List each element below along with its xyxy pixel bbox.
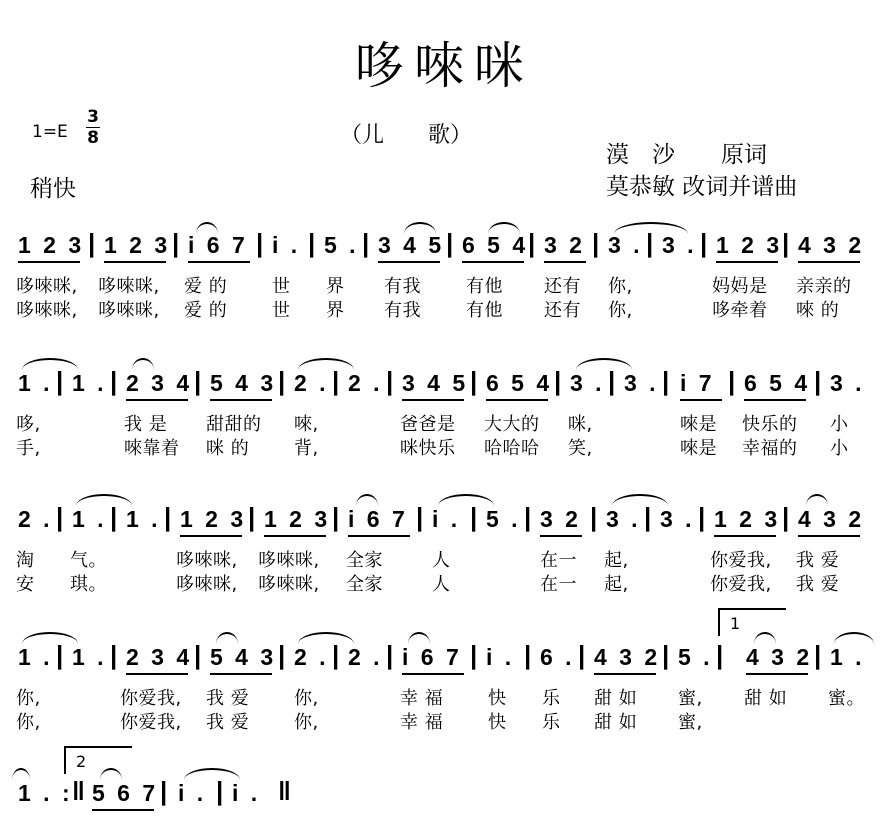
lyric: 大大的 <box>484 414 540 435</box>
measure-note: i . <box>232 780 261 806</box>
measure-note: 2 . <box>348 370 383 396</box>
measure-note: 1 2 3 <box>716 232 783 258</box>
measure-note: 3 . <box>660 506 695 532</box>
barline: | <box>110 640 118 670</box>
slur <box>356 494 378 506</box>
lyric: 你, <box>294 712 319 733</box>
measure-note: 4 3 2 <box>798 506 865 532</box>
measure-note: 5 . <box>678 644 713 670</box>
barline: | <box>56 366 64 396</box>
measure-note: i 6 7 <box>402 644 462 670</box>
underline <box>348 535 410 537</box>
slur <box>834 632 874 644</box>
measure-note: 3 . <box>662 232 697 258</box>
barline: | <box>110 366 118 396</box>
barline: | <box>416 502 424 532</box>
measure-note: 1 . <box>18 644 53 670</box>
slur <box>404 222 436 234</box>
barline: | <box>578 640 586 670</box>
lyric: 亲亲的 <box>796 276 852 297</box>
underline <box>744 399 806 401</box>
lyricist-credit: 漠 沙 原词 <box>606 142 767 168</box>
measure-note: 1 2 3 <box>18 232 85 258</box>
lyric: 背, <box>294 438 319 459</box>
barline: | <box>172 228 180 258</box>
measure-note: 2 . <box>18 506 53 532</box>
lyric: 咪, <box>568 414 593 435</box>
repeat-barline: ‖ <box>72 776 85 806</box>
barline: | <box>164 502 172 532</box>
underline <box>486 399 548 401</box>
first-ending-number: 1 <box>730 614 741 633</box>
slur <box>614 222 688 234</box>
lyric: 哆, <box>16 414 41 435</box>
lyric: 你爱我, <box>120 712 182 733</box>
underline <box>798 535 860 537</box>
lyric: 哆唻咪, <box>176 574 238 595</box>
lyric: 全家 <box>346 550 383 571</box>
lyric: 咪快乐 <box>400 438 456 459</box>
barline: | <box>716 640 724 670</box>
lyric: 你爱我, <box>120 688 182 709</box>
measure-note: i . <box>178 780 207 806</box>
time-signature <box>86 108 100 147</box>
lyric: 界 <box>326 276 345 297</box>
barline: | <box>592 228 600 258</box>
lyric: 全家 <box>346 574 383 595</box>
lyric: 你, <box>16 688 41 709</box>
lyric: 淘 <box>16 550 35 571</box>
barline: | <box>194 366 202 396</box>
lyric: 哆唻咪, <box>258 574 320 595</box>
lyric: 蜜, <box>678 688 703 709</box>
measure-note: 5 4 3 <box>210 370 277 396</box>
lyric: 我 爱 <box>796 574 840 595</box>
lyric: 哈哈哈 <box>484 438 540 459</box>
measure-note: 6 5 4 <box>744 370 811 396</box>
lyric: 哆牵着 <box>712 300 768 321</box>
slur <box>488 222 520 234</box>
lyric: 咪 的 <box>206 438 250 459</box>
lyric: 有他 <box>466 276 503 297</box>
lyric: 甜 如 <box>594 688 638 709</box>
lyric: 安 <box>16 574 35 595</box>
underline <box>462 261 524 263</box>
barline: | <box>386 366 394 396</box>
measure-note: 5 6 7 <box>92 780 159 806</box>
barline: | <box>470 640 478 670</box>
barline: | <box>386 640 394 670</box>
underline <box>540 535 582 537</box>
measure-note: 3 . <box>570 370 605 396</box>
lyric: 有我 <box>384 300 421 321</box>
underline <box>798 261 860 263</box>
barline: | <box>662 366 670 396</box>
barline: | <box>470 366 478 396</box>
underline <box>746 673 808 675</box>
lyric: 哆唻咪, <box>176 550 238 571</box>
lyric: 你, <box>16 712 41 733</box>
time-numerator: 3 <box>87 107 99 127</box>
lyric: 还有 <box>544 276 581 297</box>
measure-note: 1 . <box>72 506 107 532</box>
lyric: 我 爱 <box>796 550 840 571</box>
lyric: 有他 <box>466 300 503 321</box>
barline: | <box>88 228 96 258</box>
lyric: 在一 <box>540 550 577 571</box>
barline: | <box>662 640 670 670</box>
measure-note: 1 . <box>126 506 161 532</box>
lyric: 人 <box>432 574 451 595</box>
barline: | <box>814 366 822 396</box>
measure-note: 6 5 4 <box>486 370 553 396</box>
lyric: 幸 福 <box>400 688 444 709</box>
measure-note: 1 2 3 <box>264 506 331 532</box>
slur <box>612 494 668 506</box>
measure-note: 2 3 4 <box>126 644 193 670</box>
lyric: 我 爱 <box>206 688 250 709</box>
barline: | <box>56 502 64 532</box>
measure-note: 2 . <box>294 644 329 670</box>
measure-note: 3 2 <box>540 506 581 532</box>
barline: | <box>470 502 478 532</box>
measure-note: i 6 7 <box>188 232 248 258</box>
lyric: 人 <box>432 550 451 571</box>
measure-note: 5 . <box>324 232 359 258</box>
lyric: 琪。 <box>70 574 107 595</box>
measure-note: 3 2 <box>544 232 585 258</box>
lyric: 哆唻咪, <box>98 276 160 297</box>
slur <box>806 494 828 506</box>
slur <box>22 632 78 644</box>
barline: | <box>728 366 736 396</box>
key-signature: 1=E <box>32 122 68 142</box>
barline: | <box>160 776 168 806</box>
lyric: 我 爱 <box>206 712 250 733</box>
slur <box>12 768 30 780</box>
lyric: 在一 <box>540 574 577 595</box>
underline <box>210 399 272 401</box>
underline <box>126 673 188 675</box>
barline: | <box>278 640 286 670</box>
underline <box>264 535 326 537</box>
lyric: 甜甜的 <box>206 414 262 435</box>
barline: | <box>110 502 118 532</box>
slur <box>196 222 218 234</box>
measure-note: 6 . <box>540 644 575 670</box>
measure-note: i . <box>486 644 515 670</box>
slur <box>576 358 632 370</box>
measure-note: 4 3 2 <box>746 644 813 670</box>
lyric: 乐 <box>542 688 561 709</box>
barline: | <box>278 366 286 396</box>
measure-note: 1 2 3 <box>714 506 781 532</box>
measure-note: 1 . <box>72 370 107 396</box>
barline: | <box>332 366 340 396</box>
slur <box>76 494 132 506</box>
lyric: 还有 <box>544 300 581 321</box>
composer-credit: 莫恭敏 改词并谱曲 <box>606 174 798 200</box>
lyric: 世 <box>272 300 291 321</box>
measure-note: 2 . <box>348 644 383 670</box>
lyric: 哆唻咪, <box>258 550 320 571</box>
lyric: 唻靠着 <box>124 438 180 459</box>
underline <box>92 809 154 811</box>
underline <box>402 399 464 401</box>
lyric: 爱 的 <box>184 300 228 321</box>
measure-note: 3 . <box>608 232 643 258</box>
final-barline: ‖ <box>278 776 291 806</box>
measure-note: 1 . <box>830 644 865 670</box>
lyric: 起, <box>604 574 629 595</box>
lyric: 你, <box>294 688 319 709</box>
barline: | <box>782 228 790 258</box>
lyric: 我 是 <box>124 414 168 435</box>
underline <box>402 673 464 675</box>
measure-note: i . <box>432 506 461 532</box>
slur <box>22 358 78 370</box>
barline: | <box>782 502 790 532</box>
barline: | <box>194 640 202 670</box>
first-ending-bracket <box>718 608 786 636</box>
measure-note: 3 . <box>606 506 641 532</box>
barline: | <box>524 502 532 532</box>
barline: | <box>248 502 256 532</box>
lyric: 乐 <box>542 712 561 733</box>
underline <box>188 261 250 263</box>
underline <box>126 399 188 401</box>
barline: | <box>332 640 340 670</box>
lyric: 唻是 <box>680 438 717 459</box>
lyric: 你, <box>608 276 633 297</box>
lyric: 蜜。 <box>828 688 865 709</box>
slur <box>408 632 430 644</box>
lyric: 甜 如 <box>594 712 638 733</box>
barline: | <box>644 502 652 532</box>
genre-label: （儿 歌） <box>340 123 473 148</box>
lyric: 气。 <box>70 550 107 571</box>
lyric: 起, <box>604 550 629 571</box>
measure-note: 5 . <box>486 506 521 532</box>
measure-note: 6 5 4 <box>462 232 529 258</box>
slur <box>438 494 494 506</box>
second-ending-bracket <box>64 746 132 774</box>
lyric: 你爱我, <box>710 550 772 571</box>
underline <box>18 261 80 263</box>
measure-note: 1 . <box>18 370 53 396</box>
barline: | <box>308 228 316 258</box>
lyric: 哆唻咪, <box>16 276 78 297</box>
measure-note: 5 4 3 <box>210 644 277 670</box>
lyric: 甜 如 <box>744 688 788 709</box>
lyric: 哆唻咪, <box>16 300 78 321</box>
measure-note: 3 . <box>830 370 865 396</box>
slur <box>298 632 354 644</box>
barline: | <box>216 776 224 806</box>
underline <box>714 535 776 537</box>
time-denominator: 8 <box>87 128 99 148</box>
tempo-marking: 稍快 <box>30 176 76 202</box>
slur <box>132 358 154 370</box>
barline: | <box>590 502 598 532</box>
lyric: 爸爸是 <box>400 414 456 435</box>
song-title: 哆唻咪 <box>354 37 534 95</box>
barline: | <box>554 366 562 396</box>
lyric: 快 <box>488 688 507 709</box>
barline: | <box>256 228 264 258</box>
measure-note: 1 2 3 <box>104 232 171 258</box>
measure-note: 1 . <box>72 644 107 670</box>
measure-note: 4 3 2 <box>798 232 865 258</box>
barline: | <box>362 228 370 258</box>
underline <box>716 261 778 263</box>
slur <box>216 632 238 644</box>
barline: | <box>698 502 706 532</box>
underline <box>594 673 656 675</box>
lyric: 快 <box>488 712 507 733</box>
measure-note: 3 . <box>624 370 659 396</box>
lyric: 快乐的 <box>742 414 798 435</box>
underline <box>378 261 440 263</box>
lyric: 唻是 <box>680 414 717 435</box>
lyric: 幸 福 <box>400 712 444 733</box>
underline <box>680 399 722 401</box>
measure-note: i 6 7 <box>348 506 408 532</box>
barline: | <box>332 502 340 532</box>
lyric: 爱 的 <box>184 276 228 297</box>
measure-note: 1 2 3 <box>180 506 247 532</box>
lyric: 你爱我, <box>710 574 772 595</box>
lyric: 小 <box>830 414 849 435</box>
underline <box>104 261 166 263</box>
lyric: 界 <box>326 300 345 321</box>
lyric: 你, <box>608 300 633 321</box>
measure-note: 1 . : <box>18 780 73 806</box>
lyric: 世 <box>272 276 291 297</box>
barline: | <box>528 228 536 258</box>
barline: | <box>446 228 454 258</box>
barline: | <box>608 366 616 396</box>
lyric: 幸福的 <box>742 438 798 459</box>
barline: | <box>814 640 822 670</box>
lyric: 蜜, <box>678 712 703 733</box>
barline: | <box>646 228 654 258</box>
measure-note: 3 4 5 <box>378 232 445 258</box>
measure-note: 2 3 4 <box>126 370 193 396</box>
lyric: 小 <box>830 438 849 459</box>
barline: | <box>700 228 708 258</box>
lyric: 哆唻咪, <box>98 300 160 321</box>
barline: | <box>524 640 532 670</box>
barline: | <box>56 640 64 670</box>
underline <box>544 261 586 263</box>
underline <box>210 673 272 675</box>
measure-note: 4 3 2 <box>594 644 661 670</box>
measure-note: i . <box>272 232 301 258</box>
lyric: 妈妈是 <box>712 276 768 297</box>
measure-note: i 7 <box>680 370 715 396</box>
lyric: 手, <box>16 438 41 459</box>
measure-note: 2 . <box>294 370 329 396</box>
underline <box>180 535 242 537</box>
measure-note: 3 4 5 <box>402 370 469 396</box>
lyric: 笑, <box>568 438 593 459</box>
lyric: 唻, <box>294 414 319 435</box>
slur <box>184 768 240 780</box>
lyric: 唻 的 <box>796 300 840 321</box>
second-ending-number: 2 <box>76 752 87 771</box>
lyric: 有我 <box>384 276 421 297</box>
slur <box>298 358 354 370</box>
